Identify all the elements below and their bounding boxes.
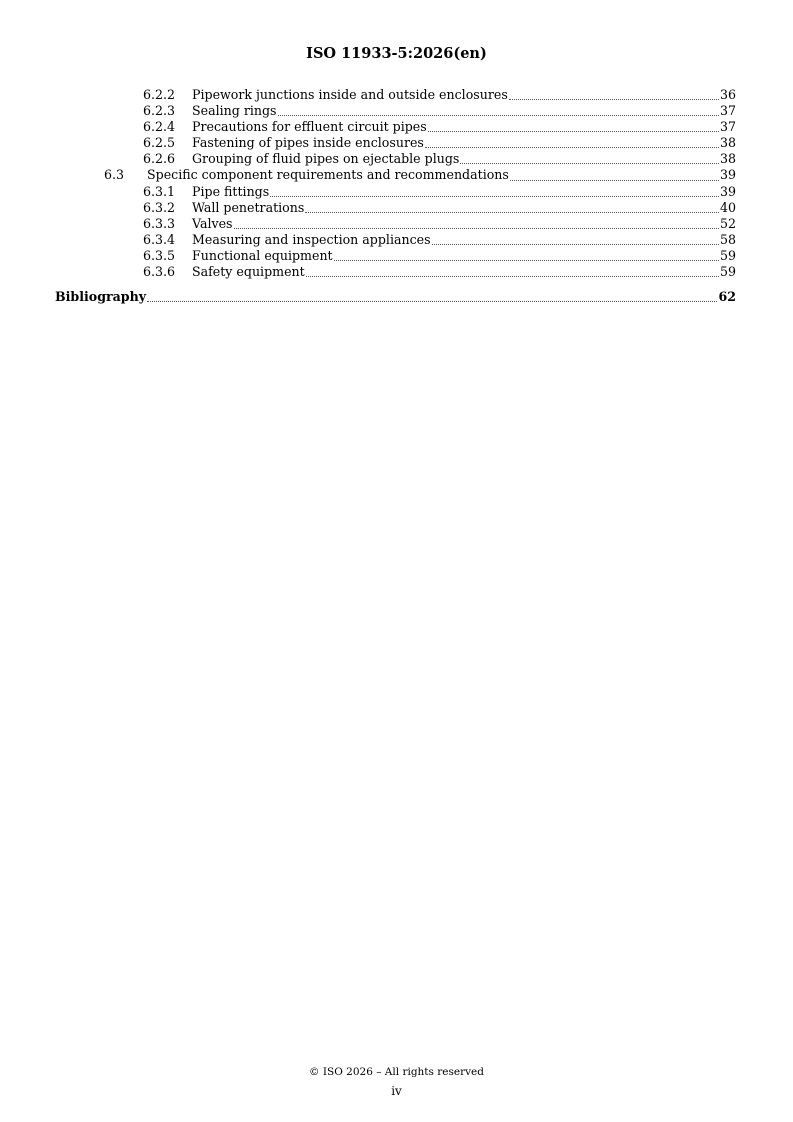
toc-entry-title: Measuring and inspection appliances: [192, 231, 431, 247]
toc-leader-dots: [510, 180, 719, 181]
toc-entry-title: Pipework junctions inside and outside enclosures: [192, 87, 508, 102]
toc-entry-number: 6.2.2: [143, 87, 176, 102]
toc-entry-page: 38: [719, 135, 736, 151]
toc-entry-title: Bibliography: [55, 289, 147, 305]
toc-entry-page: 58: [719, 231, 736, 247]
toc-entry-number: 6.3: [104, 167, 125, 183]
toc-entry-title: Valves: [192, 215, 233, 231]
document-header: ISO 11933-5:2026(en): [306, 45, 487, 62]
toc-entry[interactable]: [55, 103, 736, 119]
toc-entry-number: 6.3.4: [143, 231, 176, 247]
toc-entry-title: Pipe fittings: [192, 183, 270, 199]
toc-leader-dots: [305, 212, 719, 213]
toc-leader-dots: [147, 301, 717, 302]
toc-entry[interactable]: [55, 87, 736, 103]
toc-entry-number: 6.2.5: [143, 135, 176, 151]
copyright-notice: © ISO 2026 – All rights reserved: [309, 1066, 484, 1078]
toc-entry-number: 6.2.3: [143, 103, 176, 119]
toc-entry-page: 59: [719, 264, 736, 280]
toc-leader-dots: [432, 244, 719, 245]
page-number: iv: [391, 1084, 402, 1098]
toc-entry[interactable]: [55, 151, 736, 167]
toc-entry-number: 6.3.6: [143, 264, 176, 280]
toc-entry-title: Specific component requirements and recommendations: [147, 167, 509, 183]
toc-entry-number: 6.3.5: [143, 247, 176, 263]
toc-entry-number: 6.2.6: [143, 151, 176, 167]
toc-entry[interactable]: [55, 167, 736, 183]
toc-entry[interactable]: [55, 232, 736, 248]
toc-entry-page: 62: [718, 289, 736, 305]
toc-entry-page: 52: [719, 215, 736, 231]
toc-entry-page: 36: [719, 87, 736, 102]
toc-leader-dots: [460, 163, 719, 164]
toc-leader-dots: [270, 196, 719, 197]
toc-entry[interactable]: [55, 248, 736, 264]
toc-entry-title: Functional equipment: [192, 247, 333, 263]
toc-entry-page: 40: [719, 199, 736, 215]
toc-entry-page: 59: [719, 247, 736, 263]
toc-entry[interactable]: [55, 200, 736, 216]
toc-entry-title: Precautions for effluent circuit pipes: [192, 119, 427, 135]
toc-entry-title: Sealing rings: [192, 103, 277, 119]
toc-entry-title: Wall penetrations: [192, 199, 305, 215]
toc-entry-bibliography[interactable]: [55, 289, 736, 305]
toc-entry-page: 37: [719, 119, 736, 135]
toc-entry[interactable]: [55, 119, 736, 135]
toc-entry[interactable]: [55, 184, 736, 200]
toc-entry-page: 38: [719, 151, 736, 167]
toc-entry-number: 6.3.1: [143, 183, 176, 199]
toc-leader-dots: [306, 276, 719, 277]
toc-leader-dots: [509, 99, 719, 100]
table-of-contents: [55, 87, 736, 305]
toc-leader-dots: [278, 115, 719, 116]
toc-entry-title: Fastening of pipes inside enclosures: [192, 135, 424, 151]
toc-entry-title: Safety equipment: [192, 264, 305, 280]
toc-entry-page: 39: [719, 167, 736, 183]
toc-leader-dots: [428, 131, 719, 132]
toc-entry-title: Grouping of fluid pipes on ejectable plugs: [192, 151, 460, 167]
toc-entry[interactable]: [55, 135, 736, 151]
toc-entry-page: 37: [719, 103, 736, 119]
toc-leader-dots: [425, 147, 719, 148]
toc-entry-number: 6.3.3: [143, 215, 176, 231]
toc-leader-dots: [334, 260, 719, 261]
toc-entry-number: 6.2.4: [143, 119, 176, 135]
toc-entry[interactable]: [55, 264, 736, 280]
toc-entry[interactable]: [55, 216, 736, 232]
toc-entry-number: 6.3.2: [143, 199, 176, 215]
toc-entry-page: 39: [719, 183, 736, 199]
toc-leader-dots: [234, 228, 719, 229]
